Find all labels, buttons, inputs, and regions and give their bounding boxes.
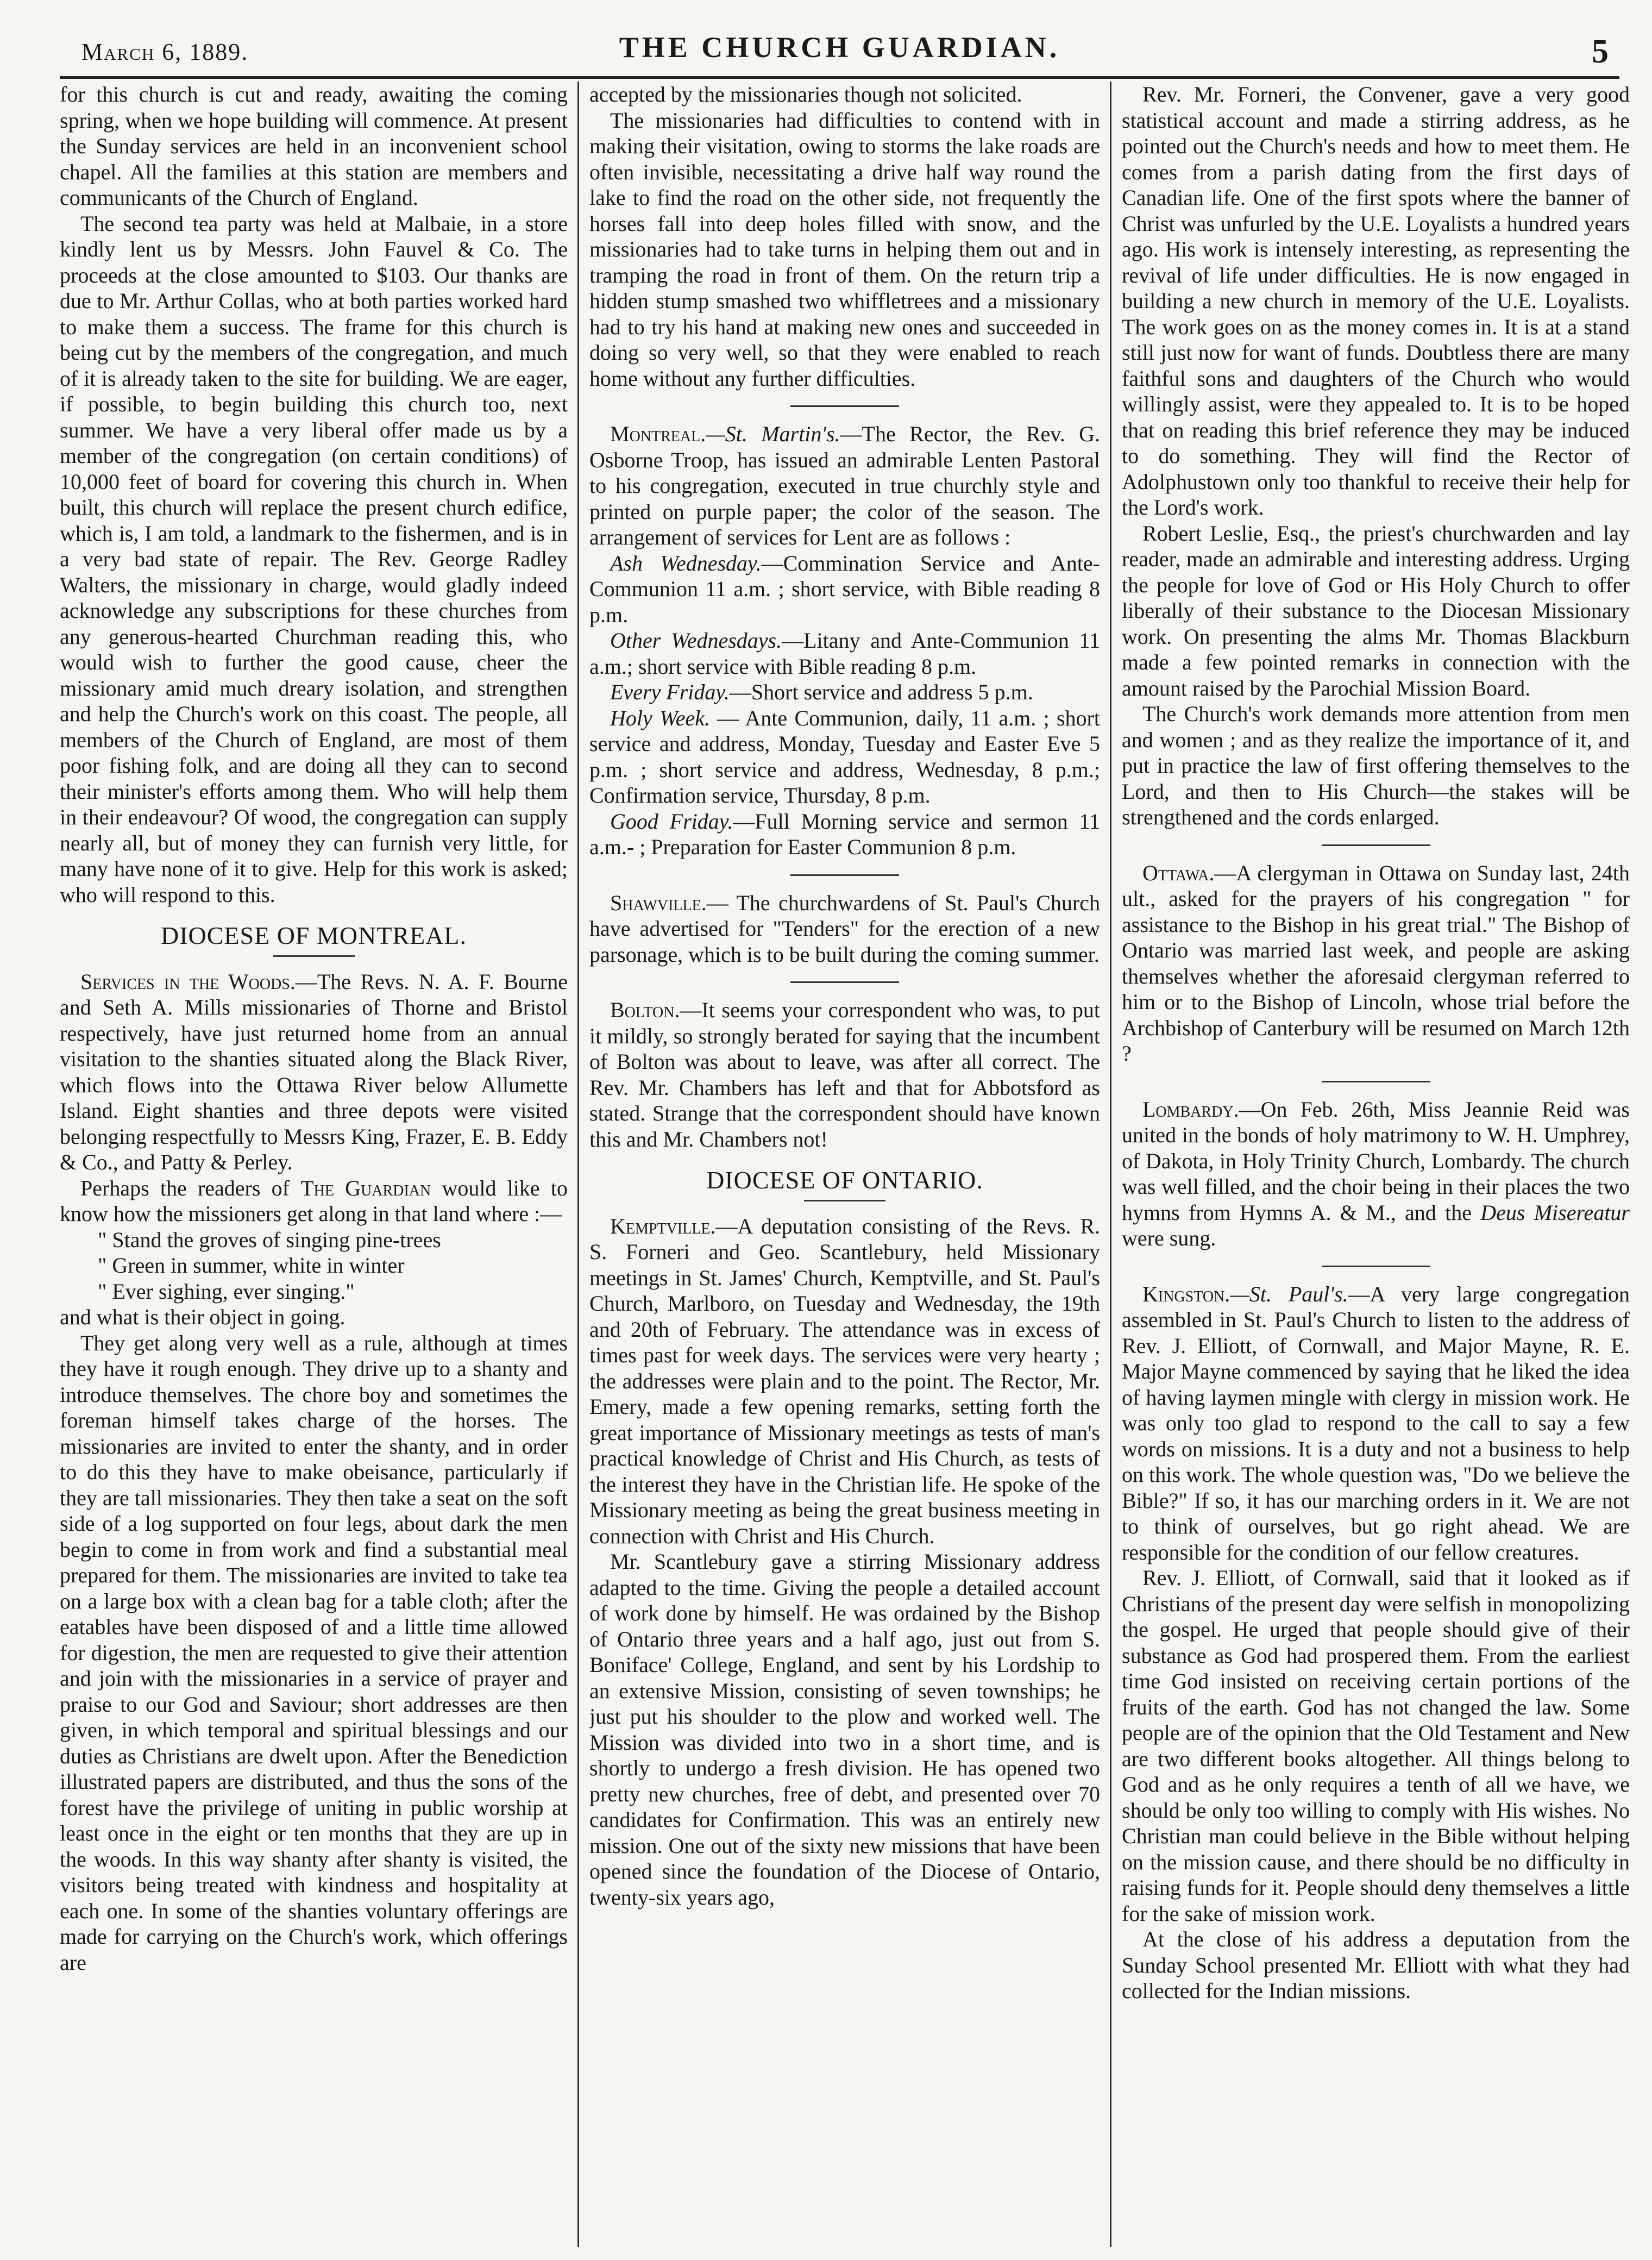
item-lead: Ottawa.	[1142, 860, 1215, 885]
item-body: —Commination Service and Ante-Communion 11 a.m. ; short service, with Bible reading 8 p.m.	[589, 550, 1100, 627]
item-body: —Full Morning service and sermon 11 a.m.- ; Preparation for Easter Communion 8 p.m.	[589, 809, 1100, 859]
issue-date: March 6, 1889.	[81, 39, 249, 65]
item-body: were sung.	[1122, 1226, 1216, 1250]
article-divider	[1322, 1266, 1430, 1267]
text-run: would like to know how the missioners get along in that land where :—	[60, 1175, 568, 1226]
article-paragraph: Rev. Mr. Forneri, the Convener, gave a very good statistical account and made a stirring address, as he pointed out the Church's needs and how to meet them. He comes from a parish dating from the first days of Canadian life. One of the first spots where the banner of Christ was unfurled by the U.E. Loyalists a hundred years ago. His work is intensely interesting, as representing the revival of life under difficulties. He is now engaged in building a new church in memory of the U.E. Loyalists. The work goes on as the money comes in. It is at a stand still just now for want of funds. Doubtless there are many faithful sons and daughters of the Church who would willingly assist, were they appealed to. It is to be hoped that on reading this brief reference they may be induced to do something. They will find the Rector of Adolphustown only too thankful to receive their help for the Lord's work.	[1122, 82, 1630, 519]
article-services-woods	[60, 969, 568, 1175]
column-3	[1122, 82, 1630, 2250]
article-divider	[790, 874, 899, 876]
article-paragraph: The missionaries had difficulties to contend with in making their visitation, owing to storms the lake roads are often invisible, necessitating a drive half way round the lake to find the road on the other side, not frequently the horses fall into deep holes filled with snow, and the missionaries had to take turns in helping them out and in tramping the road in front of them. On the return trip a hidden stump smashed two whiffletrees and a missionary had to try his hand at making new ones and succeeded in doing so very well, so that they were enabled to reach home without any further difficulties.	[589, 108, 1100, 391]
item-body: —A very large congregation assembled in St. Paul's Church to listen to the address of Rev. J. Elliott, of Cornwall, and Major Mayne, R. E. Major Mayne commenced by saying that he liked the idea of having laymen mingle with clergy in mission work. He was only too glad to respond to the call to say a few words on missions. It is a duty and not a business to help on this work. The whole question was, "Do we believe the Bible?" If so, it has our marching orders in it. We are not to think of ourselves, but go right ahead. We are responsible for the condition of our fellow creatures.	[1122, 1281, 1630, 1564]
item-body: —It seems your correspondent who was, to put it mildly, so strongly berated for saying that the incumbent of Bolton was about to leave, was after all correct. The Rev. Mr. Chambers has left and that for Abbotsford as stated. Strange that the correspondent should have known this and Mr. Chambers not!	[589, 998, 1100, 1151]
column-rule	[1110, 82, 1111, 2247]
article-paragraph: At the close of his address a deputation from the Sunday School presented Mr. Elliott with what they had collected for the Indian missions.	[1122, 1927, 1630, 2003]
article-paragraph: The Church's work demands more attention from men and women ; and as they realize the importance of it, and put in practice the law of first offering themselves to the Lord, and then to His Church—the stakes will be strengthened and the cords enlarged.	[1122, 702, 1630, 829]
item-lead: Kemptville.	[610, 1213, 716, 1238]
article-divider	[1322, 844, 1430, 846]
publication-name: The Guardian	[300, 1175, 431, 1200]
article-paragraph: for this church is cut and ready, awaiting the coming spring, when we hope building will commence. At present the Sunday services are held in an inconvenient school chapel. All the families at this station are members and communicants of the Church of England.	[60, 82, 568, 210]
heading-rule	[273, 955, 355, 957]
article-lombardy	[1122, 1097, 1630, 1251]
article-paragraph: They get along very well as a rule, although at times they have it rough enough. They drive up to a shanty and introduce themselves. The chore boy and sometimes the foreman himself takes charge of the horses. The missionaries are invited to enter the shanty, and in order to do this they have to make obeisance, particularly if they are tall missionaries. They then take a seat on the soft side of a log supported on four legs, about dark the men begin to come in from work and find a substantial meal prepared for them. The missionaries are invited to take tea on a large box with a clean bag for a table cloth; after the eatables have been disposed of and a little time allowed for digestion, the men are requested to give their attention and join with the missionaries in a service of prayer and praise to our God and Saviour; short addresses are then given, in which temporal and spiritual blessings and our duties as Christians are dwelt upon. After the Benediction illustrated papers are distributed, and thus the sons of the forest have the privilege of uniting in public worship at least once in the eight or ten months that they are up in the woods. In this way shanty after shanty is visited, the visitors being treated with kindness and hospitality at each one. In some of the shanties voluntary offerings are made for carrying on the Church's work, which offerings are	[60, 1330, 568, 1975]
article-ottawa	[1122, 860, 1630, 1067]
article-montreal	[589, 421, 1100, 550]
item-body: — Ante Communion, daily, 11 a.m. ; short service and address, Monday, Tuesday and Easter Eve 5 p.m. ; short service and address, Wednesday, 8 p.m.; Confirmation service, Thursday, 8 p.m.	[589, 705, 1100, 807]
article-bolton	[589, 997, 1100, 1152]
column-rule	[577, 82, 579, 2247]
item-lead: Every Friday.	[610, 680, 730, 704]
item-lead: Holy Week.	[610, 705, 710, 730]
text-run: Perhaps the readers of	[80, 1175, 301, 1200]
section-heading-montreal: DIOCESE OF MONTREAL.	[160, 922, 467, 949]
article-paragraph: and what is their object in going.	[60, 1305, 346, 1329]
article-divider	[790, 405, 899, 407]
service-item	[589, 705, 1100, 809]
article-paragraph: Rev. J. Elliott, of Cornwall, said that it looked as if Christians of the present day were selfish in monopolizing the gospel. He urged that people should give of their substance as God had prospered them. From the earliest time God insisted on receiving certain portions of the fruits of the earth. God has not changed the law. Some people are of the opinion that the Old Testament and New are two different books altogether. All things belong to God and as he only requires a tenth of all we have, we should be only too willing to comply with His wishes. No Christian man could believe in the Bible without helping on the mission cause, and there should be no difficulty in raising funds for it. People should deny themselves a little for the sake of mission work.	[1122, 1566, 1630, 1926]
item-body: —A clergyman in Ottawa on Sunday last, 24th ult., asked for the prayers of his congregation " for assistance to the Bishop in his great trial." The Bishop of Ontario was married last week, and people are asking themselves whether the aforesaid clergyman referred to him or to the Bishop of Lincoln, whose trial before the Archbishop of Canterbury will be resumed on March 12th ?	[1122, 860, 1630, 1066]
masthead	[60, 11, 1619, 79]
article-kingston	[1122, 1281, 1630, 1566]
item-lead: Shawville.	[610, 890, 707, 915]
verse-line: " Green in summer, white in winter	[98, 1253, 405, 1278]
verse-quote	[98, 1227, 568, 1305]
item-lead: Lombardy.	[1142, 1097, 1239, 1122]
verse-line: " Stand the groves of singing pine-trees	[98, 1227, 441, 1252]
heading-rule	[804, 1200, 885, 1201]
item-body: —The Revs. N. A. F. Bourne and Seth A. Mills missionaries of Thorne and Bristol respectively, have just returned home from an annual visitation to the shanties situated along the Black River, which flows into the Ottawa River below Allumette Island. Eight shanties and three depots were visited belonging respectfully to Messrs King, Frazer, E. B. Eddy & Co., and Patty & Perley.	[60, 969, 568, 1174]
verse-line: " Ever sighing, ever singing."	[98, 1279, 355, 1304]
article-paragraph	[60, 1175, 568, 1227]
service-item	[589, 679, 1100, 705]
item-lead: Bolton.	[610, 998, 680, 1022]
item-lead: Kingston.	[1142, 1281, 1230, 1306]
item-lead: Montreal.	[610, 422, 706, 446]
hymn-title: Deus Misereatur	[1480, 1200, 1630, 1225]
item-lead: Ash Wednesday.	[610, 550, 762, 575]
article-paragraph: Robert Leslie, Esq., the priest's churchwarden and lay reader, made an admirable and interesting address. Urging the people for love of God or His Holy Church to offer liberally of their substance to the Diocesan Missionary work. On presenting the alms Mr. Thomas Blackburn made a few pointed remarks in connection with the amount raised by the Parochial Mission Board.	[1122, 521, 1630, 700]
section-heading-ontario: DIOCESE OF ONTARIO.	[706, 1166, 983, 1194]
item-sublead: —St. Paul's.	[1230, 1281, 1348, 1306]
article-kemptville	[589, 1213, 1100, 1549]
service-item	[589, 628, 1100, 679]
article-shawville	[589, 890, 1100, 968]
item-lead: Good Friday.	[610, 809, 733, 834]
item-body: —Litany and Ante-Communion 11 a.m.; short service with Bible reading 8 p.m.	[589, 628, 1100, 679]
newspaper-title: THE CHURCH GUARDIAN.	[619, 31, 1060, 64]
item-sublead: —St. Martin's.	[706, 422, 840, 446]
item-lead: Services in the Woods.	[80, 969, 296, 994]
column-2	[589, 82, 1100, 2250]
service-item	[589, 809, 1100, 860]
item-body: — The churchwardens of St. Paul's Church have advertised for "Tenders" for the erection of a new parsonage, which is to be built during the coming summer.	[589, 890, 1100, 967]
article-divider	[790, 981, 899, 983]
article-paragraph: Mr. Scantlebury gave a stirring Missionary address adapted to the time. Giving the people a detailed account of work done by himself. He was ordained by the Bishop of Ontario three years and a half ago, just out from S. Boniface' College, England, and sent by his Lordship to an extensive Mission, consisting of seven townships; he just put his shoulder to the plow and worked well. The Mission was divided into two in a short time, and is shortly to undergo a fresh division. He has opened two pretty new churches, free of debt, and presented over 70 candidates for Confirmation. This was an entirely new mission. One out of the sixty new missions that have been opened since the foundation of the Diocese of Ontario, twenty-six years ago,	[589, 1549, 1100, 1910]
service-item	[589, 550, 1100, 628]
article-paragraph: The second tea party was held at Malbaie, in a store kindly lent us by Messrs. John Fauvel & Co. The proceeds at the close amounted to $103. Our thanks are due to Mr. Arthur Collas, who at both parties worked hard to make them a success. The frame for this church is being cut by the members of the congregation, and much of it is already taken to the site for building. We are eager, if possible, to begin building this church too, next summer. We have a very liberal offer made us by a member of the congregation (on certain conditions) of 10,000 feet of board for covering this church in. When built, this church will replace the present church edifice, which is, I am told, a landmark to the fishermen, and is in a very bad state of repair. The Rev. George Radley Walters, the missionary in charge, would gladly indeed acknowledge any subscriptions for these churches from any generous-hearted Churchman reading this, who would wish to further the good cause, cheer the missionary amid much dreary isolation, and strengthen and help the Church's work on this coast. The people, all members of the Church of England, are most of them poor fishing folk, and are doing all they can to second their minister's efforts among them. Who will help them in their endeavour? Of wood, the congregation can supply nearly all, but of money they can furnish very little, for many have none of it to give. Help for this work is asked; who will respond to this.	[60, 211, 568, 907]
item-lead: Other Wednesdays.	[610, 628, 782, 653]
page-number: 5	[1592, 33, 1609, 70]
item-body: —The Rector, the Rev. G. Osborne Troop, has issued an admirable Lenten Pastoral to his congregation, executed in true churchly style and printed on purple paper; the color of the season. The arrangement of services for Lent are as follows :	[589, 422, 1100, 549]
article-divider	[1322, 1081, 1430, 1082]
article-paragraph: accepted by the missionaries though not solicited.	[589, 82, 1022, 107]
item-body: —A deputation consisting of the Revs. R. S. Forneri and Geo. Scantlebury, held Missionary meetings in St. James' Church, Kemptville, and St. Paul's Church, Marlboro, on Tuesday and Wednesday, the 19th and 20th of February. The attendance was in excess of times past for week days. The services were very hearty ; the addresses were plain and to the point. The Rector, Mr. Emery, made a few opening remarks, setting forth the great importance of Missionary meetings as tests of man's practical knowledge of Christ and His Church, as tests of the interest they have in the Christian life. He spoke of the Missionary meeting as being the great business meeting in connection with Christ and His Church.	[589, 1213, 1100, 1548]
item-body: —Short service and address 5 p.m.	[729, 680, 1033, 704]
column-1	[60, 82, 568, 2250]
item-body: —On Feb. 26th, Miss Jeannie Reid was united in the bonds of holy matrimony to W. H. Umphrey, of Dakota, in Holy Trinity Church, Lombardy. The church was well filled, and the choir being in their places the two hymns from Hymns A. & M., and the	[1122, 1097, 1630, 1225]
